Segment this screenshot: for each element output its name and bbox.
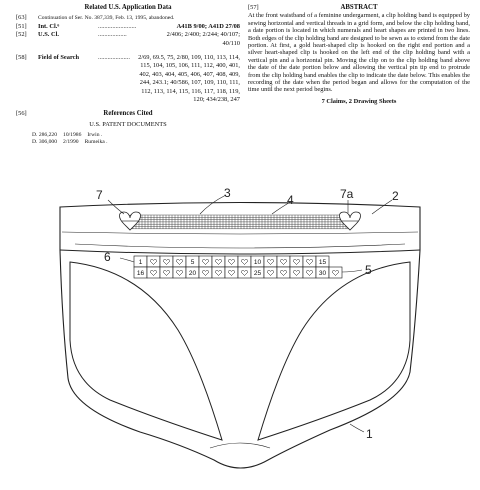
reference-item: D. 286,220 10/1986 Irwin . [32,132,103,139]
ref-2: 2 [392,189,399,203]
field-of-search-row: [58] Field of Search .................... 2/69, 69.5, 75, 2/80, 109, 110, 113, 114, 115, 104, 105, 106, 111, 112, 400, 401, 402, 403, 404, 405, 406, 407, 408, 409, 244, 243.1; 40/586, 107, 109, 110, 111, 112, 113, 114, 115, 116, 117, 118, 119, 120; 434/238, 247 [16,54,240,104]
ref-4: 4 [287,193,294,207]
date-number: 30 [318,269,327,277]
continuation-row: [63] Continuation of Ser. No. 387,339, Feb. 13, 1995, abandoned. [16,14,175,22]
date-portion [134,256,342,278]
date-number: 25 [253,269,262,277]
abstract-title: ABSTRACT [340,4,378,11]
us-cl-row: [52] U.S. Cl. .................. 2/406; 2/400; 2/244; 40/107; 40/110 [16,31,240,47]
ref-3: 3 [224,186,231,200]
int-cl-row: [51] Int. Cl.⁶ ........................ A41B 9/00; A41D 27/08 [16,22,240,30]
ref-5: 5 [365,263,372,277]
ref-7a: 7a [340,187,354,201]
date-number: 20 [188,269,197,277]
date-number: 16 [136,269,145,277]
ref-7: 7 [96,188,103,202]
abstract-text: At the front waistband of a feminine undergarment, a clip holding band is equipped by sewing horizontal and vertical threads in a grid form, and below the clip holding band, a date portion is located in which numerals and heart shapes are printed in two lines. Both edges of the clip holding band are designed to be sewn as to extend from the date portion. At first, a gold heart-shaped clip is hooked on the right end portion and a silver heart-shaped clip is hooked on the left end of the clip holding band with a vertical pin and a horizontal pin. Moving the clip on to the clip holding band above the date of the date portion below and allowing the vertical pin tip end to protrude from the clip holding band enables the clip to indicate the date below. This enables the recording of the date when the period began and allows for the computation of the time until the next period begins. [248,12,470,94]
references-cited-row: [56] References Cited [16,110,153,118]
ref-6: 6 [104,250,111,264]
patent-documents-heading: U.S. PATENT DOCUMENTS [89,120,167,128]
date-number: 5 [190,258,195,266]
abstract-heading-row: [57] ABSTRACT [248,4,470,11]
claims-summary: 7 Claims, 2 Drawing Sheets [321,97,397,105]
date-number: 10 [253,258,262,266]
related-application-header: Related U.S. Application Data [84,4,172,11]
date-number: 1 [138,258,143,266]
ref-1: 1 [366,427,373,441]
reference-item: D. 306,000 2/1990 Rumeika . [32,139,108,146]
date-number: 15 [318,258,327,266]
